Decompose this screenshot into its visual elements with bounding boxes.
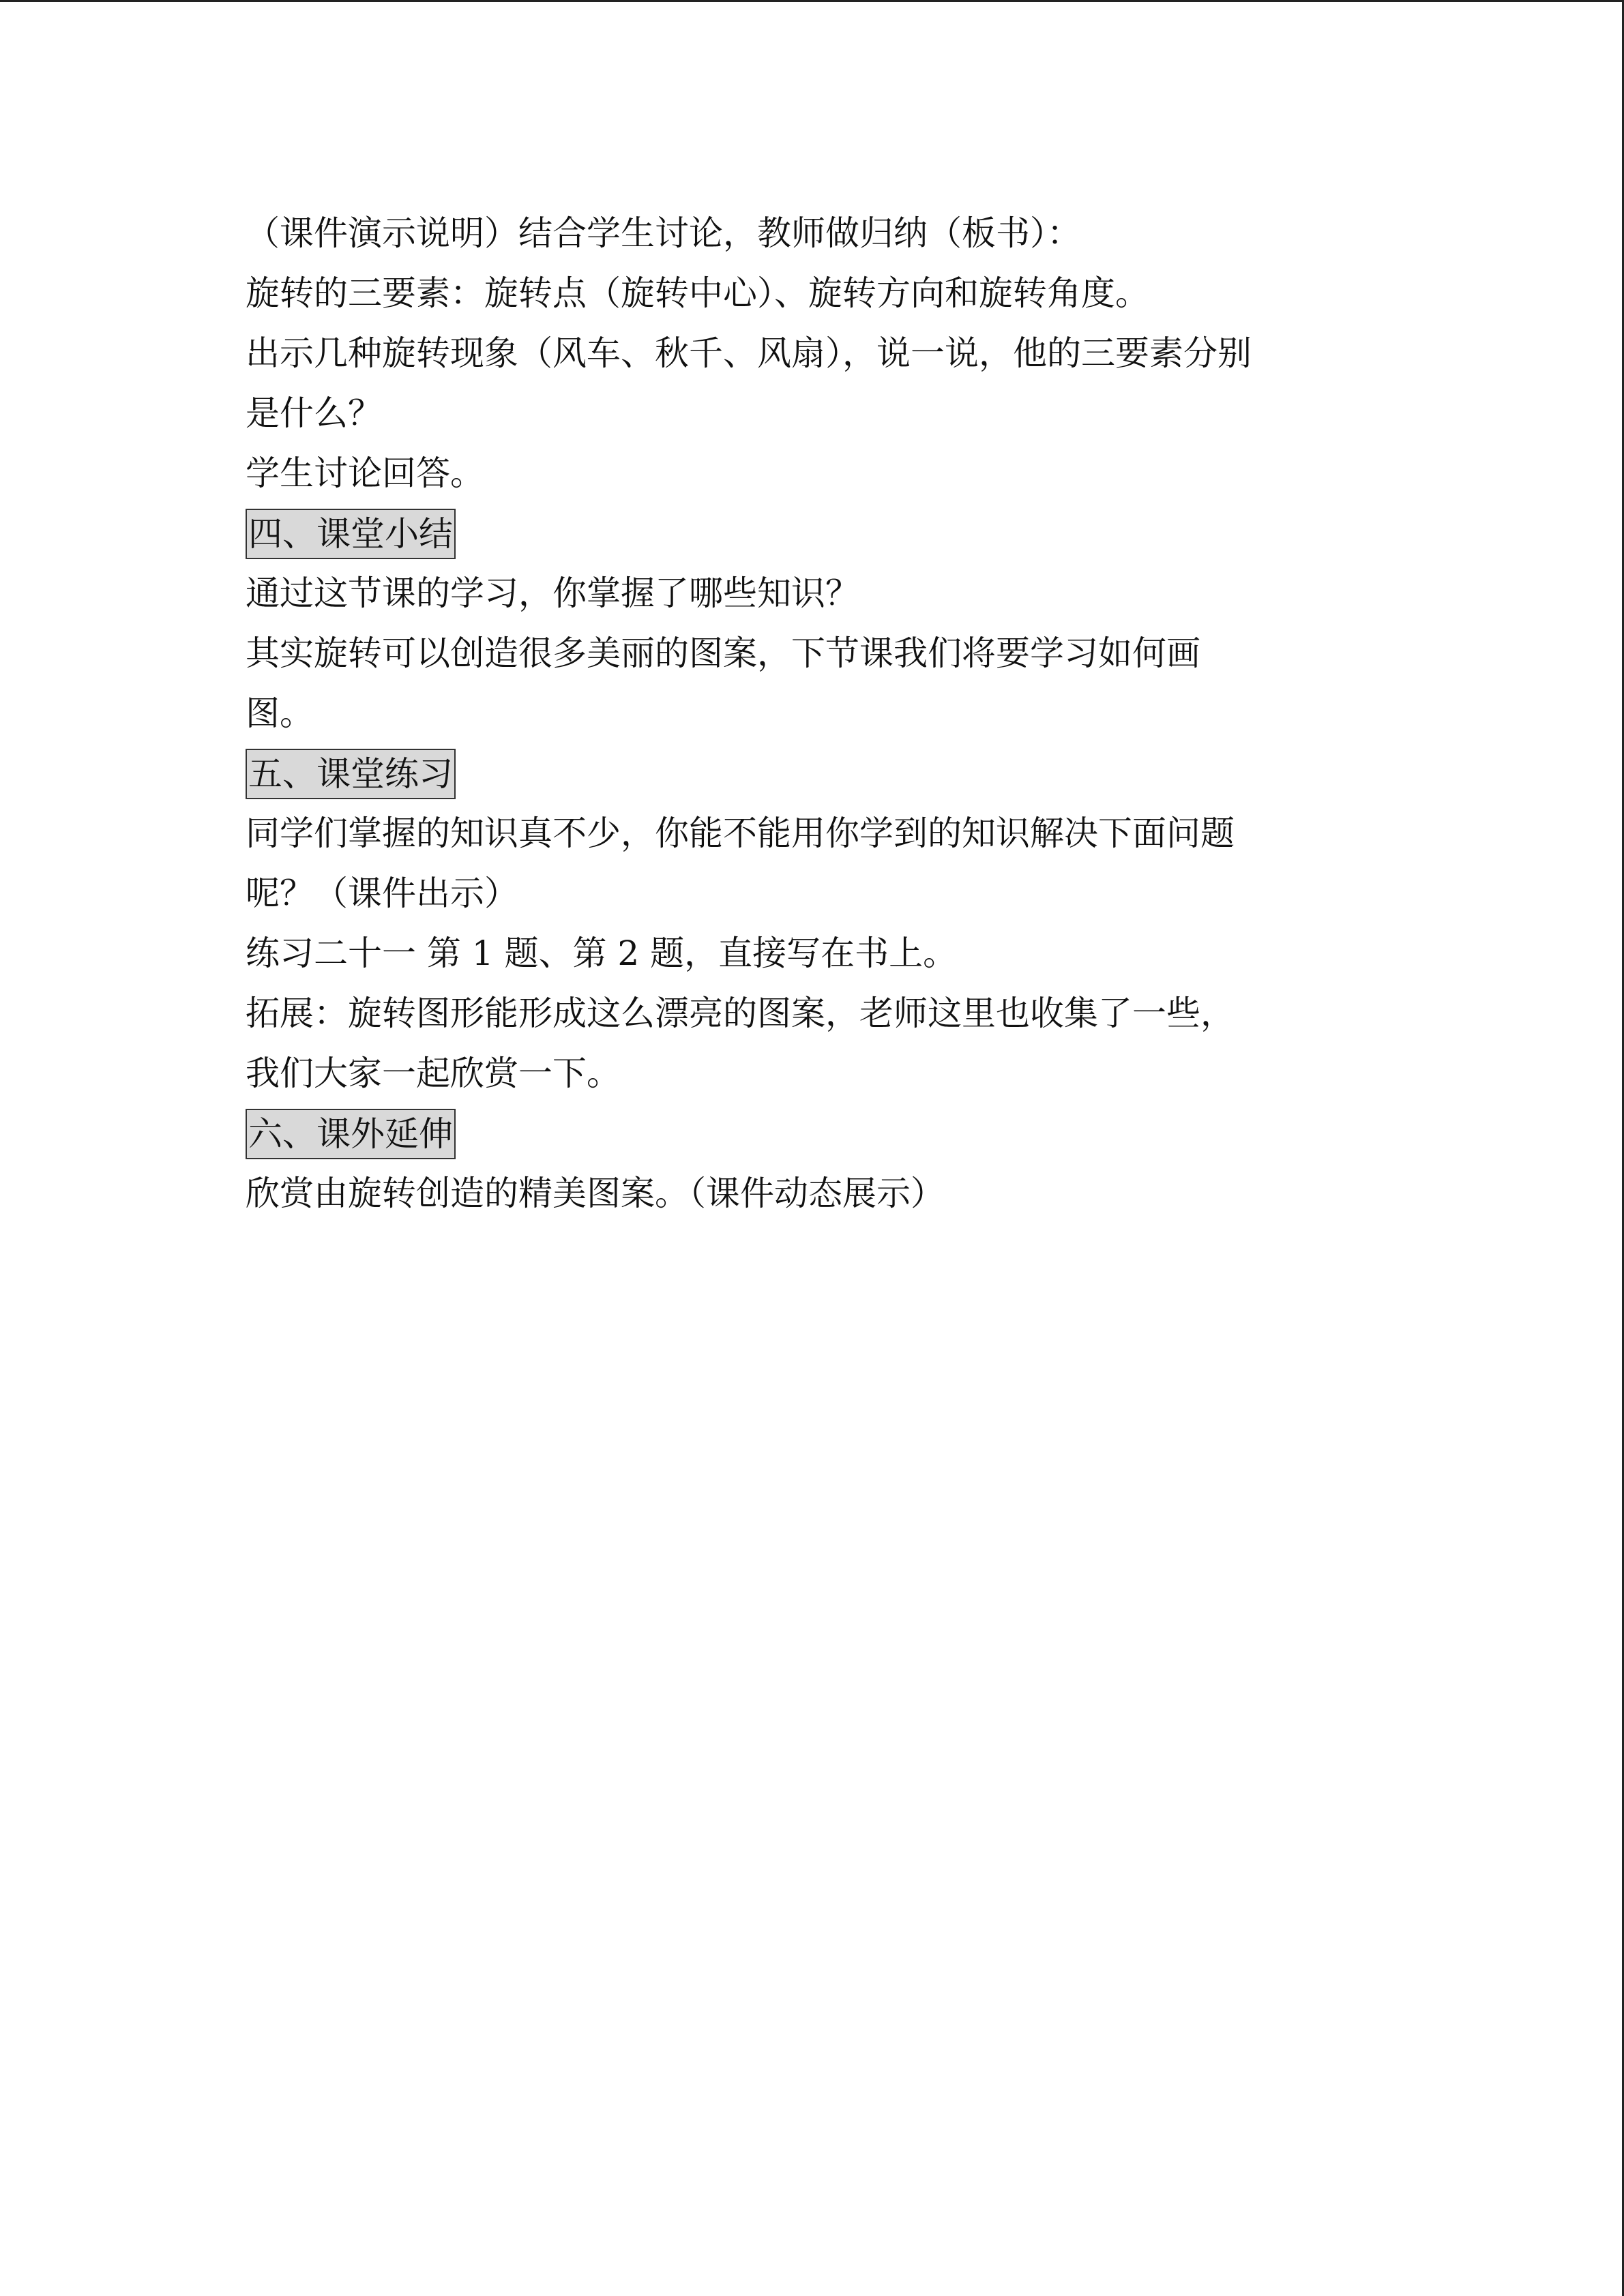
- paragraph-line: [246, 563, 1378, 623]
- paragraph-line: [246, 863, 1378, 923]
- line-text: 拓展：旋转图形能形成这么漂亮的图案，老师这里也收集了一些，: [246, 994, 1235, 1033]
- line-text: 同学们掌握的知识真不少，你能不能用你学到的知识解决下面问题: [246, 814, 1235, 853]
- line-text: 是什么？: [246, 393, 382, 433]
- paragraph-line: [246, 383, 1378, 443]
- paragraph-line: [246, 923, 1378, 983]
- paragraph-line: [246, 683, 1378, 743]
- document-body: [246, 203, 1378, 1223]
- paragraph-line: [246, 623, 1378, 683]
- section-heading: 四、课堂小结: [246, 509, 456, 559]
- line-text: 旋转的三要素：旋转点（旋转中心）、旋转方向和旋转角度。: [246, 273, 1149, 313]
- line-text: 其实旋转可以创造很多美丽的图案，下节课我们将要学习如何画: [246, 633, 1200, 673]
- paragraph-line: [246, 983, 1378, 1043]
- paragraph-line: [246, 1163, 1378, 1223]
- section-heading-line: [246, 743, 1378, 803]
- section-heading: 五、课堂练习: [246, 749, 456, 799]
- line-text: 我们大家一起欣赏一下。: [246, 1054, 621, 1093]
- line-text: 学生讨论回答。: [246, 453, 484, 493]
- section-heading-line: [246, 1103, 1378, 1163]
- paragraph-line: [246, 263, 1378, 323]
- paragraph-line: [246, 803, 1378, 863]
- paragraph-line: [246, 1043, 1378, 1103]
- line-text: 通过这节课的学习，你掌握了哪些知识？: [246, 573, 859, 613]
- page-border-top: [0, 0, 1624, 2]
- line-text: 练习二十一 第 1 题、第 2 题，直接写在书上。: [246, 934, 958, 973]
- line-text: （课件演示说明）结合学生讨论，教师做归纳（板书）：: [246, 213, 1081, 253]
- line-text: 图。: [246, 694, 314, 733]
- paragraph-line: [246, 323, 1378, 383]
- paragraph-line: [246, 443, 1378, 503]
- section-heading: 六、课外延伸: [246, 1109, 456, 1159]
- line-text: 欣赏由旋转创造的精美图案。（课件动态展示）: [246, 1174, 945, 1213]
- line-text: 出示几种旋转现象（风车、秋千、风扇），说一说，他的三要素分别: [246, 333, 1252, 373]
- paragraph-line: [246, 203, 1378, 263]
- section-heading-line: [246, 503, 1378, 563]
- line-text: 呢？（课件出示）: [246, 874, 518, 913]
